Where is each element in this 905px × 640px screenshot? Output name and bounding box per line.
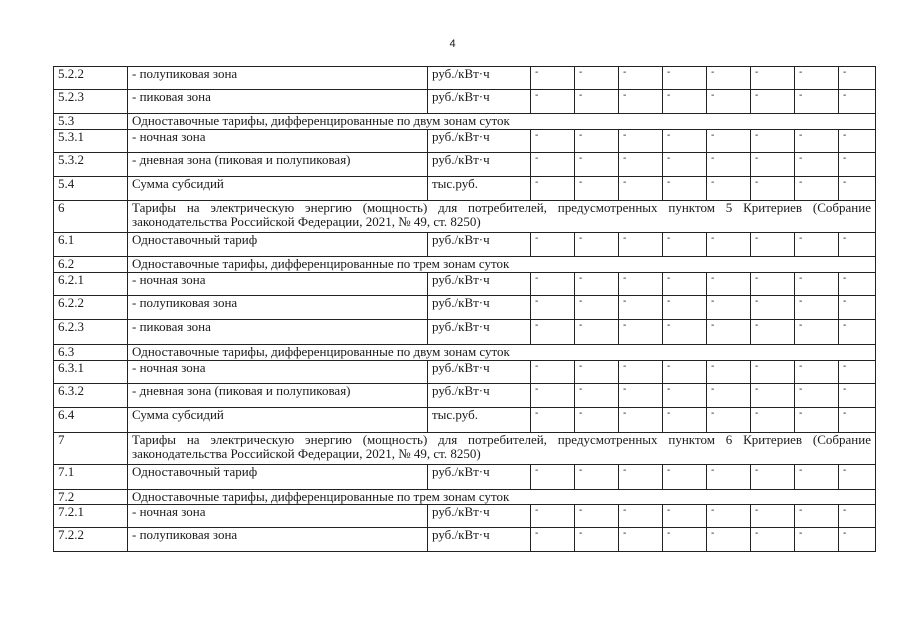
value-cell: - (839, 361, 876, 384)
table-row (54, 67, 876, 90)
unit-cell: руб./кВт·ч (428, 296, 531, 320)
value-cell: - (795, 177, 839, 201)
table-row (54, 528, 876, 552)
value-cell: - (663, 384, 707, 408)
indicator-name: - ночная зона (128, 130, 428, 153)
value-cell: - (795, 233, 839, 257)
value-cell: - (751, 90, 795, 114)
unit-cell: руб./кВт·ч (428, 233, 531, 257)
indicator-name: Одноставочный тариф (128, 465, 428, 490)
value-cell: - (707, 67, 751, 90)
value-cell: - (707, 90, 751, 114)
table-row (54, 408, 876, 433)
value-cell: - (663, 296, 707, 320)
value-cell: - (575, 505, 619, 528)
value-cell: - (575, 273, 619, 296)
value-cell: - (531, 528, 575, 552)
value-cell: - (663, 130, 707, 153)
value-cell: - (619, 384, 663, 408)
table-row (54, 384, 876, 408)
value-cell: - (839, 384, 876, 408)
section-title: Одноставочные тарифы, дифференцированные по двум зонам суток (128, 345, 876, 361)
tariff-table-body (54, 67, 876, 552)
unit-cell: руб./кВт·ч (428, 384, 531, 408)
row-number: 6.2.2 (54, 296, 128, 320)
section-row (54, 201, 876, 233)
value-cell: - (751, 408, 795, 433)
value-cell: - (795, 90, 839, 114)
unit-cell: тыс.руб. (428, 177, 531, 201)
row-number: 7.1 (54, 465, 128, 490)
value-cell: - (531, 177, 575, 201)
value-cell: - (795, 505, 839, 528)
value-cell: - (795, 320, 839, 345)
section-title: Тарифы на электрическую энергию (мощность) для потребителей, предусмотренных пунктом 5 Критериев (Собрание законодательства Российской Федерации, 2021, № 49, ст. 8250) (128, 201, 876, 233)
value-cell: - (795, 273, 839, 296)
unit-cell: руб./кВт·ч (428, 67, 531, 90)
value-cell: - (751, 505, 795, 528)
indicator-name: - пиковая зона (128, 90, 428, 114)
value-cell: - (619, 505, 663, 528)
value-cell: - (663, 408, 707, 433)
value-cell: - (839, 505, 876, 528)
value-cell: - (531, 67, 575, 90)
indicator-name: - ночная зона (128, 505, 428, 528)
value-cell: - (839, 465, 876, 490)
value-cell: - (707, 408, 751, 433)
indicator-name: - дневная зона (пиковая и полупиковая) (128, 384, 428, 408)
value-cell: - (839, 296, 876, 320)
value-cell: - (663, 361, 707, 384)
value-cell: - (795, 408, 839, 433)
value-cell: - (839, 90, 876, 114)
value-cell: - (619, 528, 663, 552)
unit-cell: руб./кВт·ч (428, 130, 531, 153)
value-cell: - (619, 296, 663, 320)
value-cell: - (751, 528, 795, 552)
value-cell: - (619, 67, 663, 90)
indicator-name: Сумма субсидий (128, 408, 428, 433)
value-cell: - (707, 528, 751, 552)
row-number: 6.3.1 (54, 361, 128, 384)
value-cell: - (663, 465, 707, 490)
value-cell: - (619, 233, 663, 257)
value-cell: - (575, 296, 619, 320)
row-number: 7 (54, 433, 128, 465)
value-cell: - (531, 361, 575, 384)
value-cell: - (619, 273, 663, 296)
section-row (54, 490, 876, 505)
value-cell: - (795, 528, 839, 552)
value-cell: - (751, 361, 795, 384)
table-row (54, 296, 876, 320)
value-cell: - (531, 408, 575, 433)
value-cell: - (619, 130, 663, 153)
row-number: 6 (54, 201, 128, 233)
value-cell: - (707, 505, 751, 528)
value-cell: - (575, 177, 619, 201)
table-row (54, 505, 876, 528)
value-cell: - (839, 67, 876, 90)
row-number: 5.3 (54, 114, 128, 130)
indicator-name: - полупиковая зона (128, 296, 428, 320)
indicator-name: - полупиковая зона (128, 67, 428, 90)
value-cell: - (751, 384, 795, 408)
unit-cell: руб./кВт·ч (428, 90, 531, 114)
indicator-name: Сумма субсидий (128, 177, 428, 201)
unit-cell: тыс.руб. (428, 408, 531, 433)
unit-cell: руб./кВт·ч (428, 528, 531, 552)
section-title: Одноставочные тарифы, дифференцированные по трем зонам суток (128, 257, 876, 273)
value-cell: - (575, 90, 619, 114)
value-cell: - (575, 130, 619, 153)
value-cell: - (707, 233, 751, 257)
value-cell: - (575, 320, 619, 345)
value-cell: - (707, 296, 751, 320)
value-cell: - (663, 528, 707, 552)
value-cell: - (795, 384, 839, 408)
section-row (54, 114, 876, 130)
value-cell: - (707, 320, 751, 345)
table-row (54, 465, 876, 490)
value-cell: - (575, 361, 619, 384)
indicator-name: Одноставочный тариф (128, 233, 428, 257)
value-cell: - (707, 361, 751, 384)
row-number: 5.3.2 (54, 153, 128, 177)
indicator-name: - ночная зона (128, 361, 428, 384)
row-number: 6.1 (54, 233, 128, 257)
unit-cell: руб./кВт·ч (428, 465, 531, 490)
value-cell: - (707, 153, 751, 177)
table-row (54, 130, 876, 153)
value-cell: - (531, 296, 575, 320)
value-cell: - (751, 465, 795, 490)
value-cell: - (575, 528, 619, 552)
value-cell: - (839, 177, 876, 201)
value-cell: - (575, 233, 619, 257)
value-cell: - (663, 177, 707, 201)
value-cell: - (663, 67, 707, 90)
value-cell: - (663, 505, 707, 528)
unit-cell: руб./кВт·ч (428, 153, 531, 177)
value-cell: - (839, 320, 876, 345)
value-cell: - (531, 465, 575, 490)
table-row (54, 361, 876, 384)
value-cell: - (575, 67, 619, 90)
indicator-name: - дневная зона (пиковая и полупиковая) (128, 153, 428, 177)
value-cell: - (751, 153, 795, 177)
value-cell: - (619, 90, 663, 114)
value-cell: - (531, 320, 575, 345)
value-cell: - (751, 130, 795, 153)
value-cell: - (751, 233, 795, 257)
value-cell: - (707, 130, 751, 153)
row-number: 7.2.2 (54, 528, 128, 552)
value-cell: - (531, 233, 575, 257)
value-cell: - (575, 384, 619, 408)
tariff-table (53, 66, 876, 552)
section-title: Одноставочные тарифы, дифференцированные по двум зонам суток (128, 114, 876, 130)
row-number: 7.2.1 (54, 505, 128, 528)
value-cell: - (839, 528, 876, 552)
value-cell: - (751, 67, 795, 90)
value-cell: - (619, 465, 663, 490)
row-number: 5.4 (54, 177, 128, 201)
value-cell: - (619, 320, 663, 345)
indicator-name: - ночная зона (128, 273, 428, 296)
table-row (54, 233, 876, 257)
table-row (54, 273, 876, 296)
row-number: 6.4 (54, 408, 128, 433)
unit-cell: руб./кВт·ч (428, 505, 531, 528)
value-cell: - (663, 90, 707, 114)
value-cell: - (839, 153, 876, 177)
row-number: 5.2.3 (54, 90, 128, 114)
section-row (54, 345, 876, 361)
value-cell: - (663, 153, 707, 177)
row-number: 6.2.3 (54, 320, 128, 345)
value-cell: - (619, 361, 663, 384)
indicator-name: - полупиковая зона (128, 528, 428, 552)
value-cell: - (751, 320, 795, 345)
value-cell: - (575, 408, 619, 433)
value-cell: - (795, 361, 839, 384)
value-cell: - (839, 233, 876, 257)
section-row (54, 433, 876, 465)
value-cell: - (751, 273, 795, 296)
value-cell: - (795, 465, 839, 490)
value-cell: - (707, 177, 751, 201)
value-cell: - (663, 320, 707, 345)
value-cell: - (839, 408, 876, 433)
value-cell: - (619, 408, 663, 433)
section-title: Тарифы на электрическую энергию (мощность) для потребителей, предусмотренных пунктом 6 Критериев (Собрание законодательства Российской Федерации, 2021, № 49, ст. 8250) (128, 433, 876, 465)
value-cell: - (663, 233, 707, 257)
value-cell: - (575, 465, 619, 490)
value-cell: - (531, 505, 575, 528)
unit-cell: руб./кВт·ч (428, 361, 531, 384)
value-cell: - (795, 130, 839, 153)
row-number: 6.3.2 (54, 384, 128, 408)
value-cell: - (663, 273, 707, 296)
value-cell: - (751, 296, 795, 320)
value-cell: - (839, 130, 876, 153)
value-cell: - (531, 90, 575, 114)
table-row (54, 320, 876, 345)
row-number: 5.2.2 (54, 67, 128, 90)
value-cell: - (839, 273, 876, 296)
row-number: 7.2 (54, 490, 128, 505)
table-row (54, 153, 876, 177)
value-cell: - (707, 273, 751, 296)
unit-cell: руб./кВт·ч (428, 273, 531, 296)
value-cell: - (531, 384, 575, 408)
value-cell: - (795, 153, 839, 177)
value-cell: - (795, 296, 839, 320)
value-cell: - (795, 67, 839, 90)
value-cell: - (575, 153, 619, 177)
table-row (54, 177, 876, 201)
value-cell: - (619, 153, 663, 177)
row-number: 6.2.1 (54, 273, 128, 296)
table-row (54, 90, 876, 114)
value-cell: - (531, 273, 575, 296)
section-row (54, 257, 876, 273)
value-cell: - (751, 177, 795, 201)
row-number: 6.3 (54, 345, 128, 361)
value-cell: - (707, 384, 751, 408)
page-number: 4 (449, 38, 456, 50)
unit-cell: руб./кВт·ч (428, 320, 531, 345)
row-number: 6.2 (54, 257, 128, 273)
section-title: Одноставочные тарифы, дифференцированные по трем зонам суток (128, 490, 876, 505)
value-cell: - (619, 177, 663, 201)
value-cell: - (707, 465, 751, 490)
row-number: 5.3.1 (54, 130, 128, 153)
value-cell: - (531, 130, 575, 153)
value-cell: - (531, 153, 575, 177)
indicator-name: - пиковая зона (128, 320, 428, 345)
